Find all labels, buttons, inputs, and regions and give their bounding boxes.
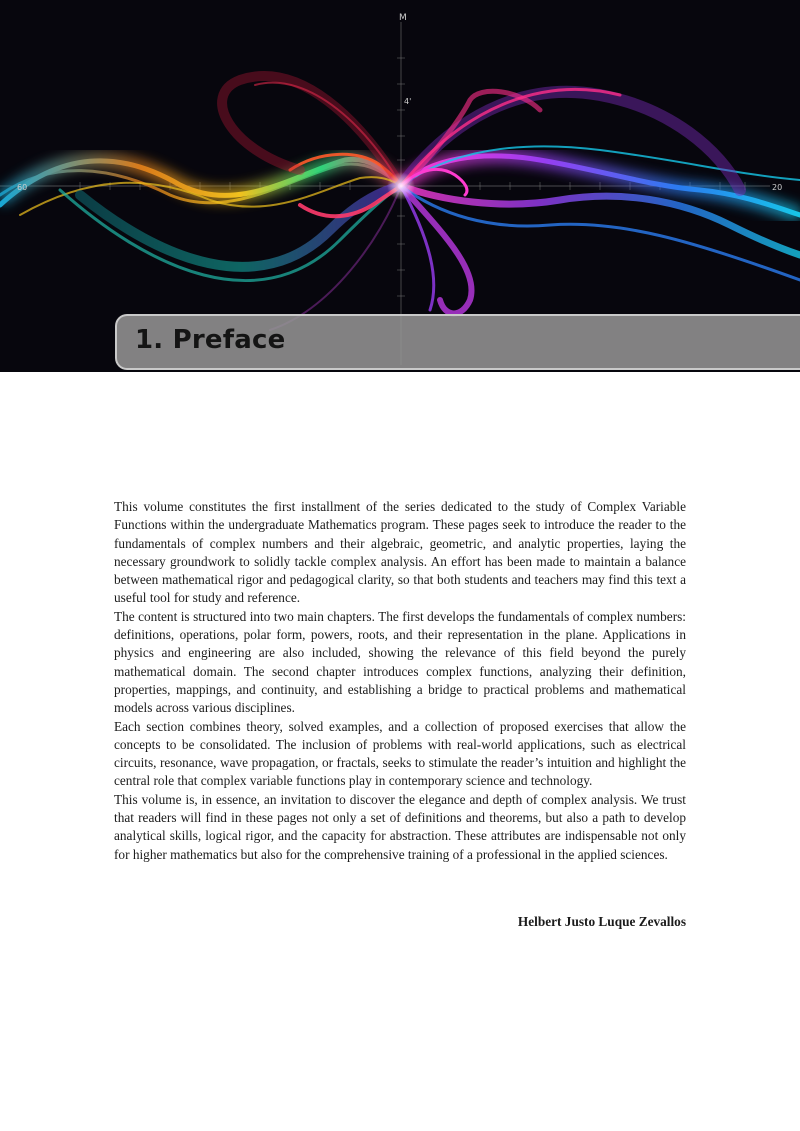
paragraph: The content is structured into two main chapters. The first develops the fundamentals of complex numbers: definitions, operations, polar form, powers, roots, and their representation in the plane. Applications in physics and engineering are also included, showing the relevance of this field beyond the purely mathematical domain. The second chapter introduces complex functions, analyzing their definition, properties, mappings, and continuity, and establishing a bridge to practical problems and mathematical models across various disciplines. — [114, 608, 686, 716]
preface-body — [114, 498, 686, 864]
x-axis-left-label: 60 — [17, 183, 28, 192]
author-signature: Helbert Justo Luque Zevallos — [517, 914, 686, 929]
chapter-title-bar — [115, 314, 800, 370]
y-axis-label: M — [399, 13, 407, 23]
chapter-header-banner — [0, 0, 800, 372]
paragraph: Each section combines theory, solved examples, and a collection of proposed exercises that allow the concepts to be consolidated. The inclusion of problems with real-world applications, such as electrical circuits, resonance, wave propagation, or fractals, seeks to stimulate the reader’s intuition and highlight the central role that complex variable functions play in contemporary science and technology. — [114, 718, 686, 789]
chapter-title: 1. Preface — [135, 325, 286, 355]
paragraph: This volume constitutes the first installment of the series dedicated to the study of Complex Variable Functions within the undergraduate Mathematics program. These pages seek to introduce the reader to the fundamentals of complex numbers and their algebraic, geometric, and analytic properties, laying the necessary groundwork to solidly tackle complex analysis. An effort has been made to maintain a balance between mathematical rigor and pedagogical clarity, so that both students and teachers may find this text a useful tool for study and reference. — [114, 499, 686, 606]
x-axis-right-label: 20 — [772, 183, 783, 192]
y-axis-mark-label: 4' — [404, 97, 412, 106]
paragraph: This volume is, in essence, an invitation to discover the elegance and depth of complex analysis. We trust that readers will find in these pages not only a set of definitions and theorems, but also a path to develop analytical skills, logical rigor, and the capacity for abstraction. These attributes are indispensable not only for higher mathematics but also for the comprehensive training of a professional in the applied sciences. — [114, 791, 686, 862]
